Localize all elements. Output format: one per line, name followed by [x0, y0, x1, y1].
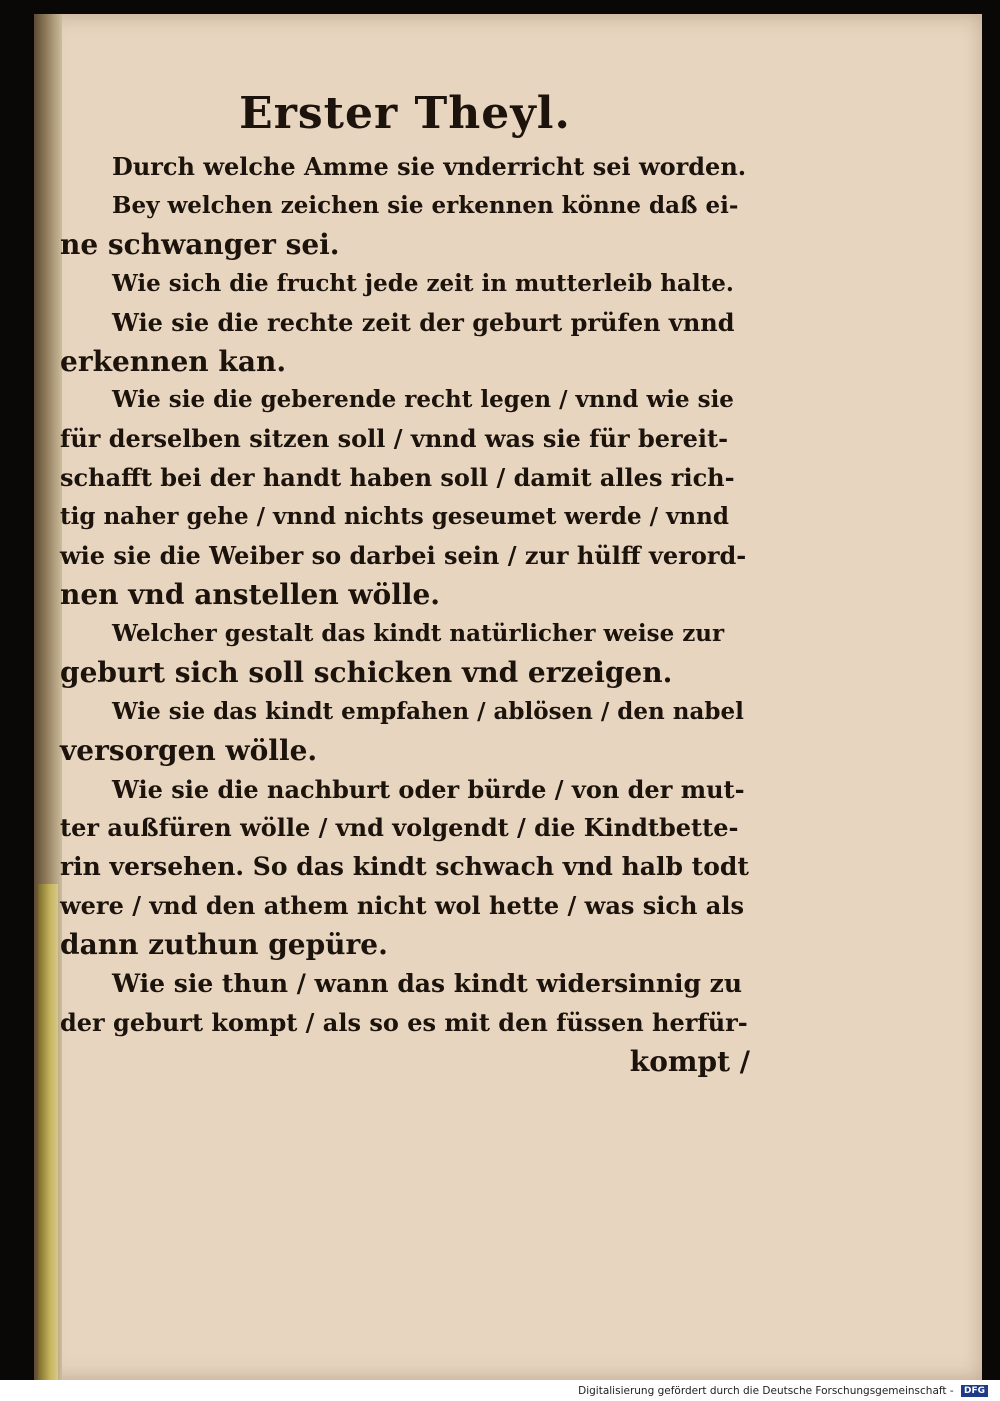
text-line: wie sie die Weiber so darbei sein / zur hülff verord- [60, 541, 747, 571]
text-line: rin versehen. So das kindt schwach vnd halb todt [60, 852, 749, 882]
text-line: Wie sie thun / wann das kindt widersinnig zu [112, 969, 743, 999]
text-line: Wie sich die frucht jede zeit in mutterleib halte. [112, 269, 734, 297]
book-page [34, 14, 982, 1380]
text-line: Wie sie das kindt empfahen / ablösen / den nabel [112, 697, 744, 725]
text-line: tig naher gehe / vnnd nichts geseumet werde / vnnd [60, 503, 729, 531]
credit-text: Digitalisierung gefördert durch die Deutsche Forschungsgemeinschaft - [578, 1385, 954, 1397]
catchword: kompt / [629, 1044, 750, 1078]
text-line: Welcher gestalt das kindt natürlicher weise zur [112, 619, 725, 647]
text-line: geburt sich soll schicken vnd erzeigen. [60, 655, 673, 689]
digitization-credit [578, 1385, 988, 1397]
text-line: ne schwanger sei. [60, 227, 340, 261]
page-heading: Erster Theyl. [239, 88, 571, 139]
text-line: der geburt kompt / als so es mit den füssen herfür- [60, 1007, 748, 1037]
text-line: schafft bei der handt haben soll / damit alles rich- [60, 463, 735, 493]
text-line: versorgen wölle. [60, 733, 318, 767]
text-line: Wie sie die rechte zeit der geburt prüfen vnnd [112, 307, 735, 337]
dfg-logo: DFG [961, 1385, 988, 1397]
text-line: ter außfüren wölle / vnd volgendt / die Kindtbette- [60, 813, 739, 843]
text-line: Bey welchen zeichen sie erkennen könne daß ei- [112, 191, 739, 219]
text-line: erkennen kan. [60, 344, 287, 378]
text-line: dann zuthun gepüre. [60, 928, 388, 962]
page-text-block [60, 84, 750, 1082]
text-line: were / vnd den athem nicht wol hette / was sich als [60, 891, 744, 921]
text-lines [60, 148, 750, 1043]
text-line: Durch welche Amme sie vnderricht sei worden. [112, 152, 747, 181]
binding-strip [38, 884, 58, 1380]
text-line: für derselben sitzen soll / vnnd was sie für bereit- [60, 424, 729, 454]
text-line: Wie sie die nachburt oder bürde / von der mut- [112, 774, 745, 804]
text-line: Wie sie die geberende recht legen / vnnd wie sie [112, 386, 734, 414]
text-line: nen vnd anstellen wölle. [60, 577, 441, 611]
